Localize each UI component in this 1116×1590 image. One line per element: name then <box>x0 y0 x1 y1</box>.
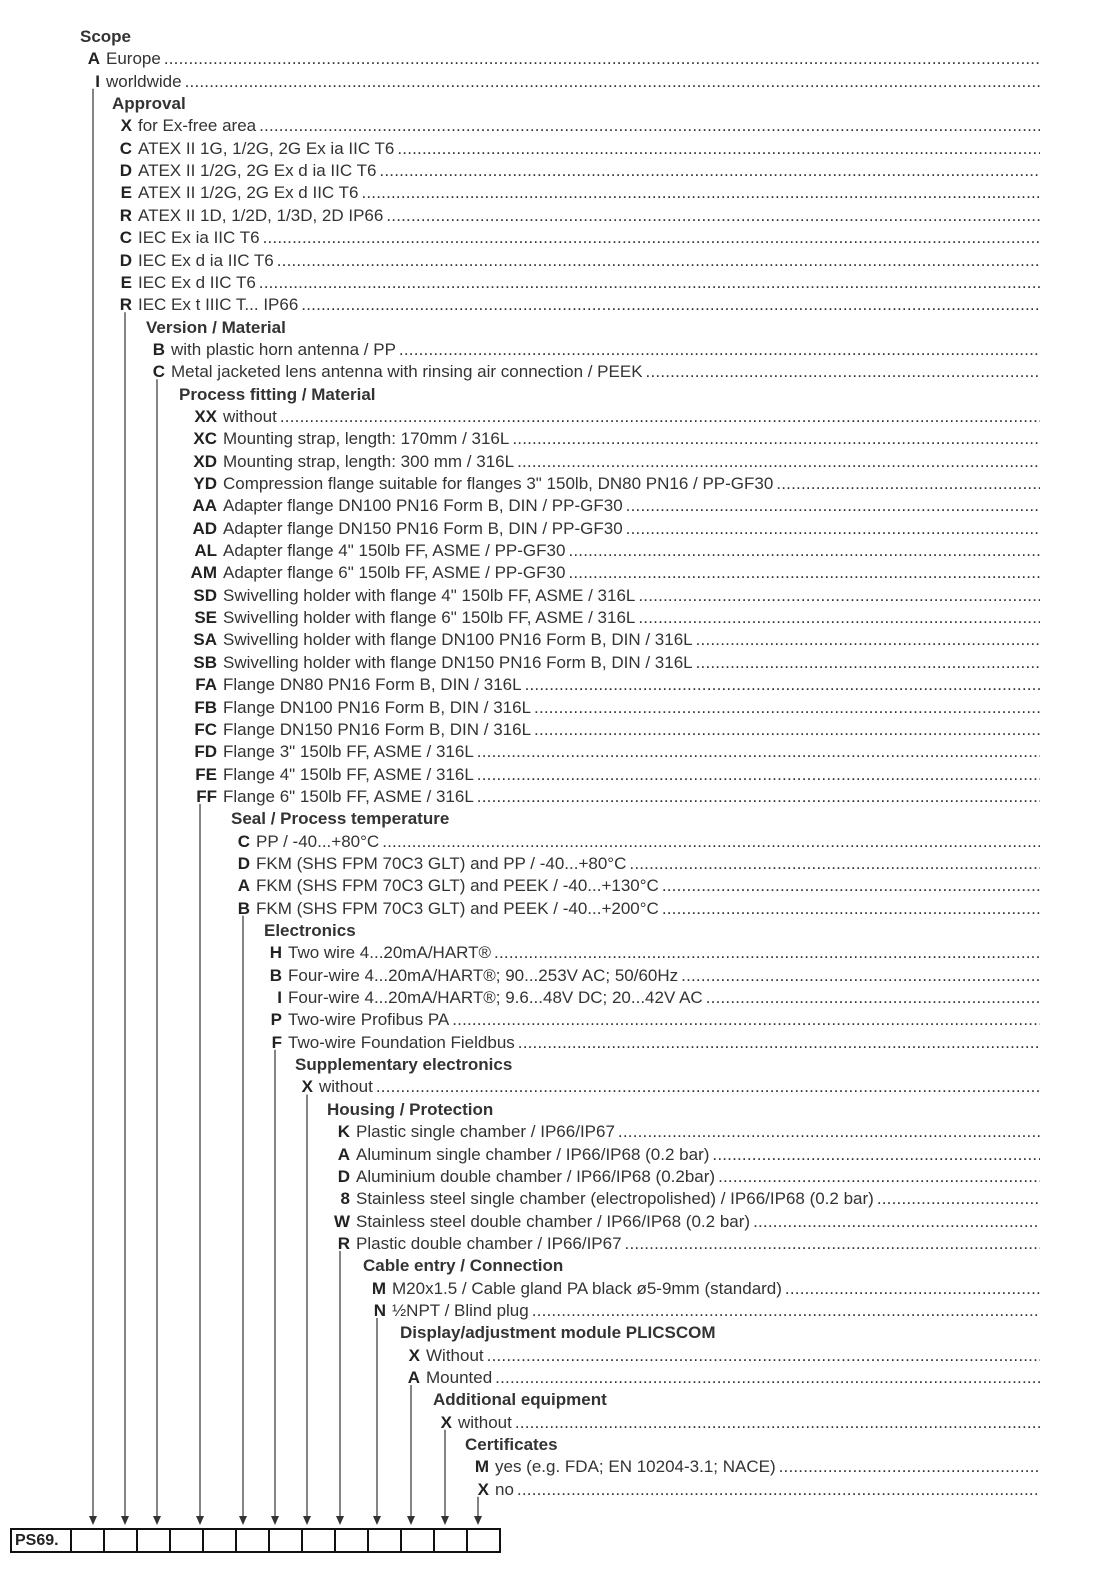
option-text: IEC Ex d ia IIC T6 <box>138 250 274 270</box>
dot-leader <box>477 786 1040 808</box>
option-code: FE <box>195 764 217 784</box>
option-text: ATEX II 1/2G, 2G Ex d IIC T6 <box>138 183 359 203</box>
option-code: 8 <box>340 1189 350 1209</box>
option-text: Flange DN150 PN16 Form B, DIN / 316L <box>223 719 532 739</box>
option-row-fitting <box>183 719 1040 741</box>
section-heading-supplementary: Supplementary electronics <box>295 1055 513 1075</box>
connector-arrow-version <box>153 1516 161 1525</box>
option-row-fitting <box>183 585 1040 607</box>
dot-leader <box>477 741 1040 763</box>
option-row-electronics <box>248 965 1040 987</box>
option-code: H <box>269 943 282 963</box>
option-row-housing <box>316 1233 1040 1255</box>
section-heading-version: Version / Material <box>146 317 286 337</box>
option-row-fitting <box>183 451 1040 473</box>
option-text: Plastic single chamber / IP66/IP67 <box>356 1122 615 1142</box>
option-row-fitting <box>183 428 1040 450</box>
option-code: M <box>474 1457 489 1477</box>
option-row-electronics <box>248 1009 1040 1031</box>
option-text: Flange 6" 150lb FF, ASME / 316L <box>223 786 474 806</box>
option-code: A <box>237 876 250 896</box>
section-heading-scope: Scope <box>80 27 132 46</box>
option-text: Europe <box>106 49 161 69</box>
dot-leader <box>277 250 1040 272</box>
dot-leader <box>397 138 1040 160</box>
option-text: Metal jacketed lens antenna with rinsing air connection / PEEK <box>171 362 643 382</box>
option-text: Aluminium double chamber / IP66/IP68 (0.2bar) <box>356 1166 716 1186</box>
option-text: Adapter flange DN100 PN16 Form B, DIN / PP-GF30 <box>223 496 623 516</box>
option-text: Swivelling holder with flange 6" 150lb FF, ASME / 316L <box>223 608 636 628</box>
dot-leader <box>662 875 1040 897</box>
section-heading-additional: Additional equipment <box>433 1390 607 1410</box>
option-row-housing <box>316 1144 1040 1166</box>
dot-leader <box>753 1211 1040 1233</box>
option-code: FD <box>194 742 217 762</box>
dot-leader <box>712 1144 1040 1166</box>
dot-leader <box>512 428 1040 450</box>
option-code: I <box>95 71 100 91</box>
dot-leader <box>534 719 1040 741</box>
option-text: Flange 4" 150lb FF, ASME / 316L <box>223 764 474 784</box>
option-code: D <box>119 161 132 181</box>
option-row-fitting <box>183 741 1040 763</box>
option-code: B <box>152 339 165 359</box>
option-text: without <box>319 1077 373 1097</box>
connector-arrow-electronics <box>271 1516 279 1525</box>
option-row-electronics <box>248 987 1040 1009</box>
dot-leader <box>681 965 1040 987</box>
option-text: IEC Ex ia IIC T6 <box>138 228 260 248</box>
option-text: Mounting strap, length: 300 mm / 316L <box>223 451 515 471</box>
dot-leader <box>495 1367 1040 1389</box>
option-code: D <box>119 250 132 270</box>
option-text: worldwide <box>106 71 182 91</box>
option-code: X <box>120 116 132 136</box>
option-row-housing <box>316 1166 1040 1188</box>
dot-leader <box>618 1121 1040 1143</box>
option-row-display <box>386 1367 1040 1389</box>
option-code: AD <box>192 518 217 538</box>
option-code: XX <box>194 406 217 426</box>
option-code: FC <box>194 719 217 739</box>
dot-leader <box>625 1233 1040 1255</box>
option-code: C <box>152 362 165 382</box>
section-heading-electronics: Electronics <box>264 921 356 940</box>
option-text: FKM (SHS FPM 70C3 GLT) and PEEK / -40...+130°C <box>256 876 659 896</box>
option-code: SE <box>194 608 217 628</box>
option-row-fitting <box>183 518 1040 540</box>
order-code-box <box>10 1528 501 1553</box>
connector-arrow-display <box>407 1516 415 1525</box>
code-cell-version <box>138 1528 171 1553</box>
option-text: Mounted <box>426 1368 493 1387</box>
option-code: SB <box>193 652 217 672</box>
option-code: P <box>270 1010 282 1030</box>
code-cell-scope <box>72 1528 105 1553</box>
option-text: Adapter flange 6" 150lb FF, ASME / PP-GF30 <box>223 563 566 583</box>
option-row-certificates <box>455 1479 1040 1501</box>
option-text: Flange 3" 150lb FF, ASME / 316L <box>223 742 474 762</box>
option-text: no <box>495 1479 514 1499</box>
option-code: R <box>119 295 132 315</box>
option-code: XD <box>193 451 217 471</box>
option-row-fitting <box>183 473 1040 495</box>
option-row-approval <box>98 294 1040 316</box>
dot-leader <box>452 1009 1040 1031</box>
option-row-additional <box>418 1412 1040 1434</box>
code-cell-seal <box>237 1528 270 1553</box>
option-row-approval <box>98 115 1040 137</box>
option-code: FF <box>196 786 217 806</box>
section-heading-cable: Cable entry / Connection <box>363 1256 564 1276</box>
dot-leader <box>568 562 1040 584</box>
code-cell-fitting <box>171 1528 204 1553</box>
section-heading-display: Display/adjustment module PLICSCOM <box>400 1323 716 1343</box>
option-text: Stainless steel single chamber (electropolished) / IP66/IP68 (0.2 bar) <box>356 1189 874 1209</box>
option-row-approval <box>98 272 1040 294</box>
option-row-fitting <box>183 786 1040 808</box>
option-code: K <box>337 1122 350 1142</box>
dot-leader <box>776 473 1040 495</box>
option-text: yes (e.g. FDA; EN 10204-3.1; NACE) <box>495 1457 776 1477</box>
option-row-certificates <box>455 1456 1040 1478</box>
section-heading-approval: Approval <box>112 94 186 114</box>
option-text: Aluminum single chamber / IP66/IP68 (0.2 bar) <box>356 1144 710 1164</box>
option-code: FB <box>194 697 217 717</box>
option-text: Swivelling holder with flange 4" 150lb FF, ASME / 316L <box>223 585 636 605</box>
option-text: Stainless steel double chamber / IP66/IP68 (0.2 bar) <box>356 1211 751 1231</box>
option-row-fitting <box>183 652 1040 674</box>
dot-leader <box>662 898 1040 920</box>
option-row-fitting <box>183 697 1040 719</box>
dot-leader <box>532 1300 1040 1322</box>
dot-leader <box>568 540 1040 562</box>
option-row-seal <box>216 831 1040 853</box>
option-row-cable <box>352 1300 1040 1322</box>
option-row-display <box>386 1345 1040 1367</box>
dot-leader <box>525 674 1040 696</box>
option-code: X <box>301 1077 313 1097</box>
option-code: F <box>271 1032 282 1052</box>
option-text: Without <box>426 1345 484 1365</box>
option-code: C <box>119 138 132 158</box>
option-code: R <box>119 205 132 225</box>
dot-leader <box>779 1456 1040 1478</box>
option-text: Swivelling holder with flange DN150 PN16 Form B, DIN / 316L <box>223 652 693 672</box>
option-code: C <box>237 831 250 851</box>
code-cell-certificates <box>468 1528 501 1553</box>
option-code: D <box>337 1166 350 1186</box>
dot-leader <box>382 831 1040 853</box>
dot-leader <box>517 1479 1040 1501</box>
dot-leader <box>280 406 1040 428</box>
dot-leader <box>515 1412 1040 1434</box>
option-text: Two-wire Profibus PA <box>288 1010 450 1030</box>
option-row-fitting <box>183 495 1040 517</box>
order-code-prefix: PS69. <box>10 1528 72 1553</box>
dot-leader <box>517 451 1040 473</box>
option-text: IEC Ex t IIIC T... IP66 <box>138 295 299 315</box>
option-code: YD <box>193 474 217 493</box>
option-text: Four-wire 4...20mA/HART®; 90...253V AC; 50/60Hz <box>288 965 679 985</box>
option-code: A <box>337 1144 350 1164</box>
option-text: without <box>458 1412 512 1432</box>
section-heading-seal: Seal / Process temperature <box>231 809 450 829</box>
dot-leader <box>263 227 1040 249</box>
option-row-electronics <box>248 1032 1040 1054</box>
option-row-fitting <box>183 540 1040 562</box>
option-code: B <box>269 965 282 985</box>
dot-leader <box>877 1188 1040 1210</box>
code-cell-approval <box>105 1528 138 1553</box>
dot-leader <box>259 115 1040 137</box>
option-text: Four-wire 4...20mA/HART®; 9.6...48V DC; 20...42V AC <box>288 988 703 1008</box>
code-cell-display <box>402 1528 435 1553</box>
option-row-fitting <box>183 629 1040 651</box>
option-row-housing <box>316 1211 1040 1233</box>
connector-arrow-certificates <box>474 1516 482 1525</box>
option-code: XC <box>193 429 217 449</box>
option-row-electronics <box>248 942 1040 964</box>
option-code: I <box>277 988 282 1008</box>
option-code: FA <box>195 675 217 695</box>
dot-leader <box>718 1166 1040 1188</box>
option-code: AM <box>190 563 217 583</box>
dot-leader <box>487 1345 1040 1367</box>
option-text: Flange DN80 PN16 Form B, DIN / 316L <box>223 675 522 695</box>
dot-leader <box>785 1278 1040 1300</box>
option-text: with plastic horn antenna / PP <box>171 339 396 359</box>
code-cell-additional <box>435 1528 468 1553</box>
option-code: E <box>120 183 132 203</box>
connector-arrow-seal <box>239 1516 247 1525</box>
dot-leader <box>361 182 1040 204</box>
option-row-fitting <box>183 674 1040 696</box>
option-code: D <box>237 853 250 873</box>
option-code: AA <box>192 496 217 516</box>
option-code: A <box>87 49 100 69</box>
dot-leader <box>376 1076 1040 1098</box>
dot-leader <box>379 160 1040 182</box>
option-row-version <box>131 339 1040 361</box>
dot-leader <box>259 272 1040 294</box>
option-code: B <box>237 898 250 918</box>
code-cell-supplementary <box>303 1528 336 1553</box>
option-text: ½NPT / Blind plug <box>392 1300 529 1320</box>
option-row-seal <box>216 898 1040 920</box>
option-text: Flange DN100 PN16 Form B, DIN / 316L <box>223 697 532 717</box>
option-code: X <box>408 1345 420 1365</box>
dot-leader <box>185 71 1040 93</box>
connector-arrow-housing <box>336 1516 344 1525</box>
option-row-seal <box>216 853 1040 875</box>
option-row-seal <box>216 875 1040 897</box>
dot-leader <box>638 585 1040 607</box>
option-code: SA <box>193 630 217 650</box>
option-row-approval <box>98 160 1040 182</box>
option-row-fitting <box>183 607 1040 629</box>
connector-arrow-additional <box>441 1516 449 1525</box>
dot-leader <box>638 607 1040 629</box>
option-code: X <box>477 1479 489 1499</box>
option-row-cable <box>352 1278 1040 1300</box>
dot-leader <box>646 361 1040 383</box>
option-row-approval <box>98 227 1040 249</box>
option-text: ATEX II 1/2G, 2G Ex d ia IIC T6 <box>138 161 377 181</box>
option-row-approval <box>98 250 1040 272</box>
option-text: Two wire 4...20mA/HART® <box>288 943 492 963</box>
connector-arrow-fitting <box>196 1516 204 1525</box>
option-text: Two-wire Foundation Fieldbus <box>288 1032 515 1052</box>
option-row-approval <box>98 182 1040 204</box>
option-code: R <box>337 1233 350 1253</box>
option-text: FKM (SHS FPM 70C3 GLT) and PEEK / -40...+200°C <box>256 898 659 918</box>
option-code: M <box>371 1278 386 1298</box>
dot-leader <box>696 652 1040 674</box>
option-text: Adapter flange 4" 150lb FF, ASME / PP-GF30 <box>223 541 566 561</box>
connector-arrow-scope <box>89 1516 97 1525</box>
code-cell-cable <box>369 1528 402 1553</box>
option-text: FKM (SHS FPM 70C3 GLT) and PP / -40...+80°C <box>256 853 627 873</box>
option-row-fitting <box>183 406 1040 428</box>
option-text: Compression flange suitable for flanges 3" 150lb, DN80 PN16 / PP-GF30 <box>223 474 774 493</box>
dot-leader <box>477 764 1040 786</box>
option-code: SD <box>193 585 217 605</box>
option-row-housing <box>316 1121 1040 1143</box>
option-text: M20x1.5 / Cable gland PA black ø5-9mm (standard) <box>392 1278 782 1298</box>
connector-arrow-cable <box>373 1516 381 1525</box>
dot-leader <box>386 205 1040 227</box>
option-code: C <box>119 228 132 248</box>
option-code: AL <box>194 541 217 561</box>
option-text: IEC Ex d IIC T6 <box>138 272 256 292</box>
option-code: E <box>120 272 132 292</box>
option-code: W <box>333 1211 350 1231</box>
connector-arrow-supplementary <box>303 1516 311 1525</box>
dot-leader <box>706 987 1040 1009</box>
dot-leader <box>494 942 1040 964</box>
code-cell-electronics <box>270 1528 303 1553</box>
option-row-version <box>131 361 1040 383</box>
option-row-approval <box>98 205 1040 227</box>
option-row-scope <box>66 48 1040 70</box>
dot-leader <box>696 629 1040 651</box>
option-text: Mounting strap, length: 170mm / 316L <box>223 429 510 449</box>
section-heading-fitting: Process fitting / Material <box>179 384 376 404</box>
option-text: Plastic double chamber / IP66/IP67 <box>356 1233 622 1253</box>
section-heading-certificates: Certificates <box>465 1435 558 1455</box>
option-code: X <box>440 1412 452 1432</box>
dot-leader <box>399 339 1040 361</box>
option-row-fitting <box>183 764 1040 786</box>
section-heading-housing: Housing / Protection <box>327 1099 494 1119</box>
option-row-scope <box>66 71 1040 93</box>
dot-leader <box>534 697 1040 719</box>
option-row-approval <box>98 138 1040 160</box>
option-text: Adapter flange DN150 PN16 Form B, DIN / PP-GF30 <box>223 518 623 538</box>
option-row-housing <box>316 1188 1040 1210</box>
option-text: Swivelling holder with flange DN100 PN16 Form B, DIN / 316L <box>223 630 693 650</box>
dot-leader <box>629 853 1040 875</box>
option-text: PP / -40...+80°C <box>256 831 380 851</box>
code-cell-housing <box>336 1528 369 1553</box>
code-cell-fitting <box>204 1528 237 1553</box>
option-code: A <box>407 1368 420 1387</box>
option-text: without <box>223 406 277 426</box>
option-text: for Ex-free area <box>138 116 257 136</box>
option-row-supplementary <box>279 1076 1040 1098</box>
dot-leader <box>518 1032 1040 1054</box>
option-text: ATEX II 1G, 1/2G, 2G Ex ia IIC T6 <box>138 138 395 158</box>
option-row-fitting <box>183 562 1040 584</box>
dot-leader <box>301 294 1040 316</box>
option-text: ATEX II 1D, 1/2D, 1/3D, 2D IP66 <box>138 205 384 225</box>
dot-leader <box>164 48 1040 70</box>
dot-leader <box>626 518 1040 540</box>
dot-leader <box>626 495 1040 517</box>
option-code: N <box>373 1300 386 1320</box>
connector-arrow-approval <box>121 1516 129 1525</box>
